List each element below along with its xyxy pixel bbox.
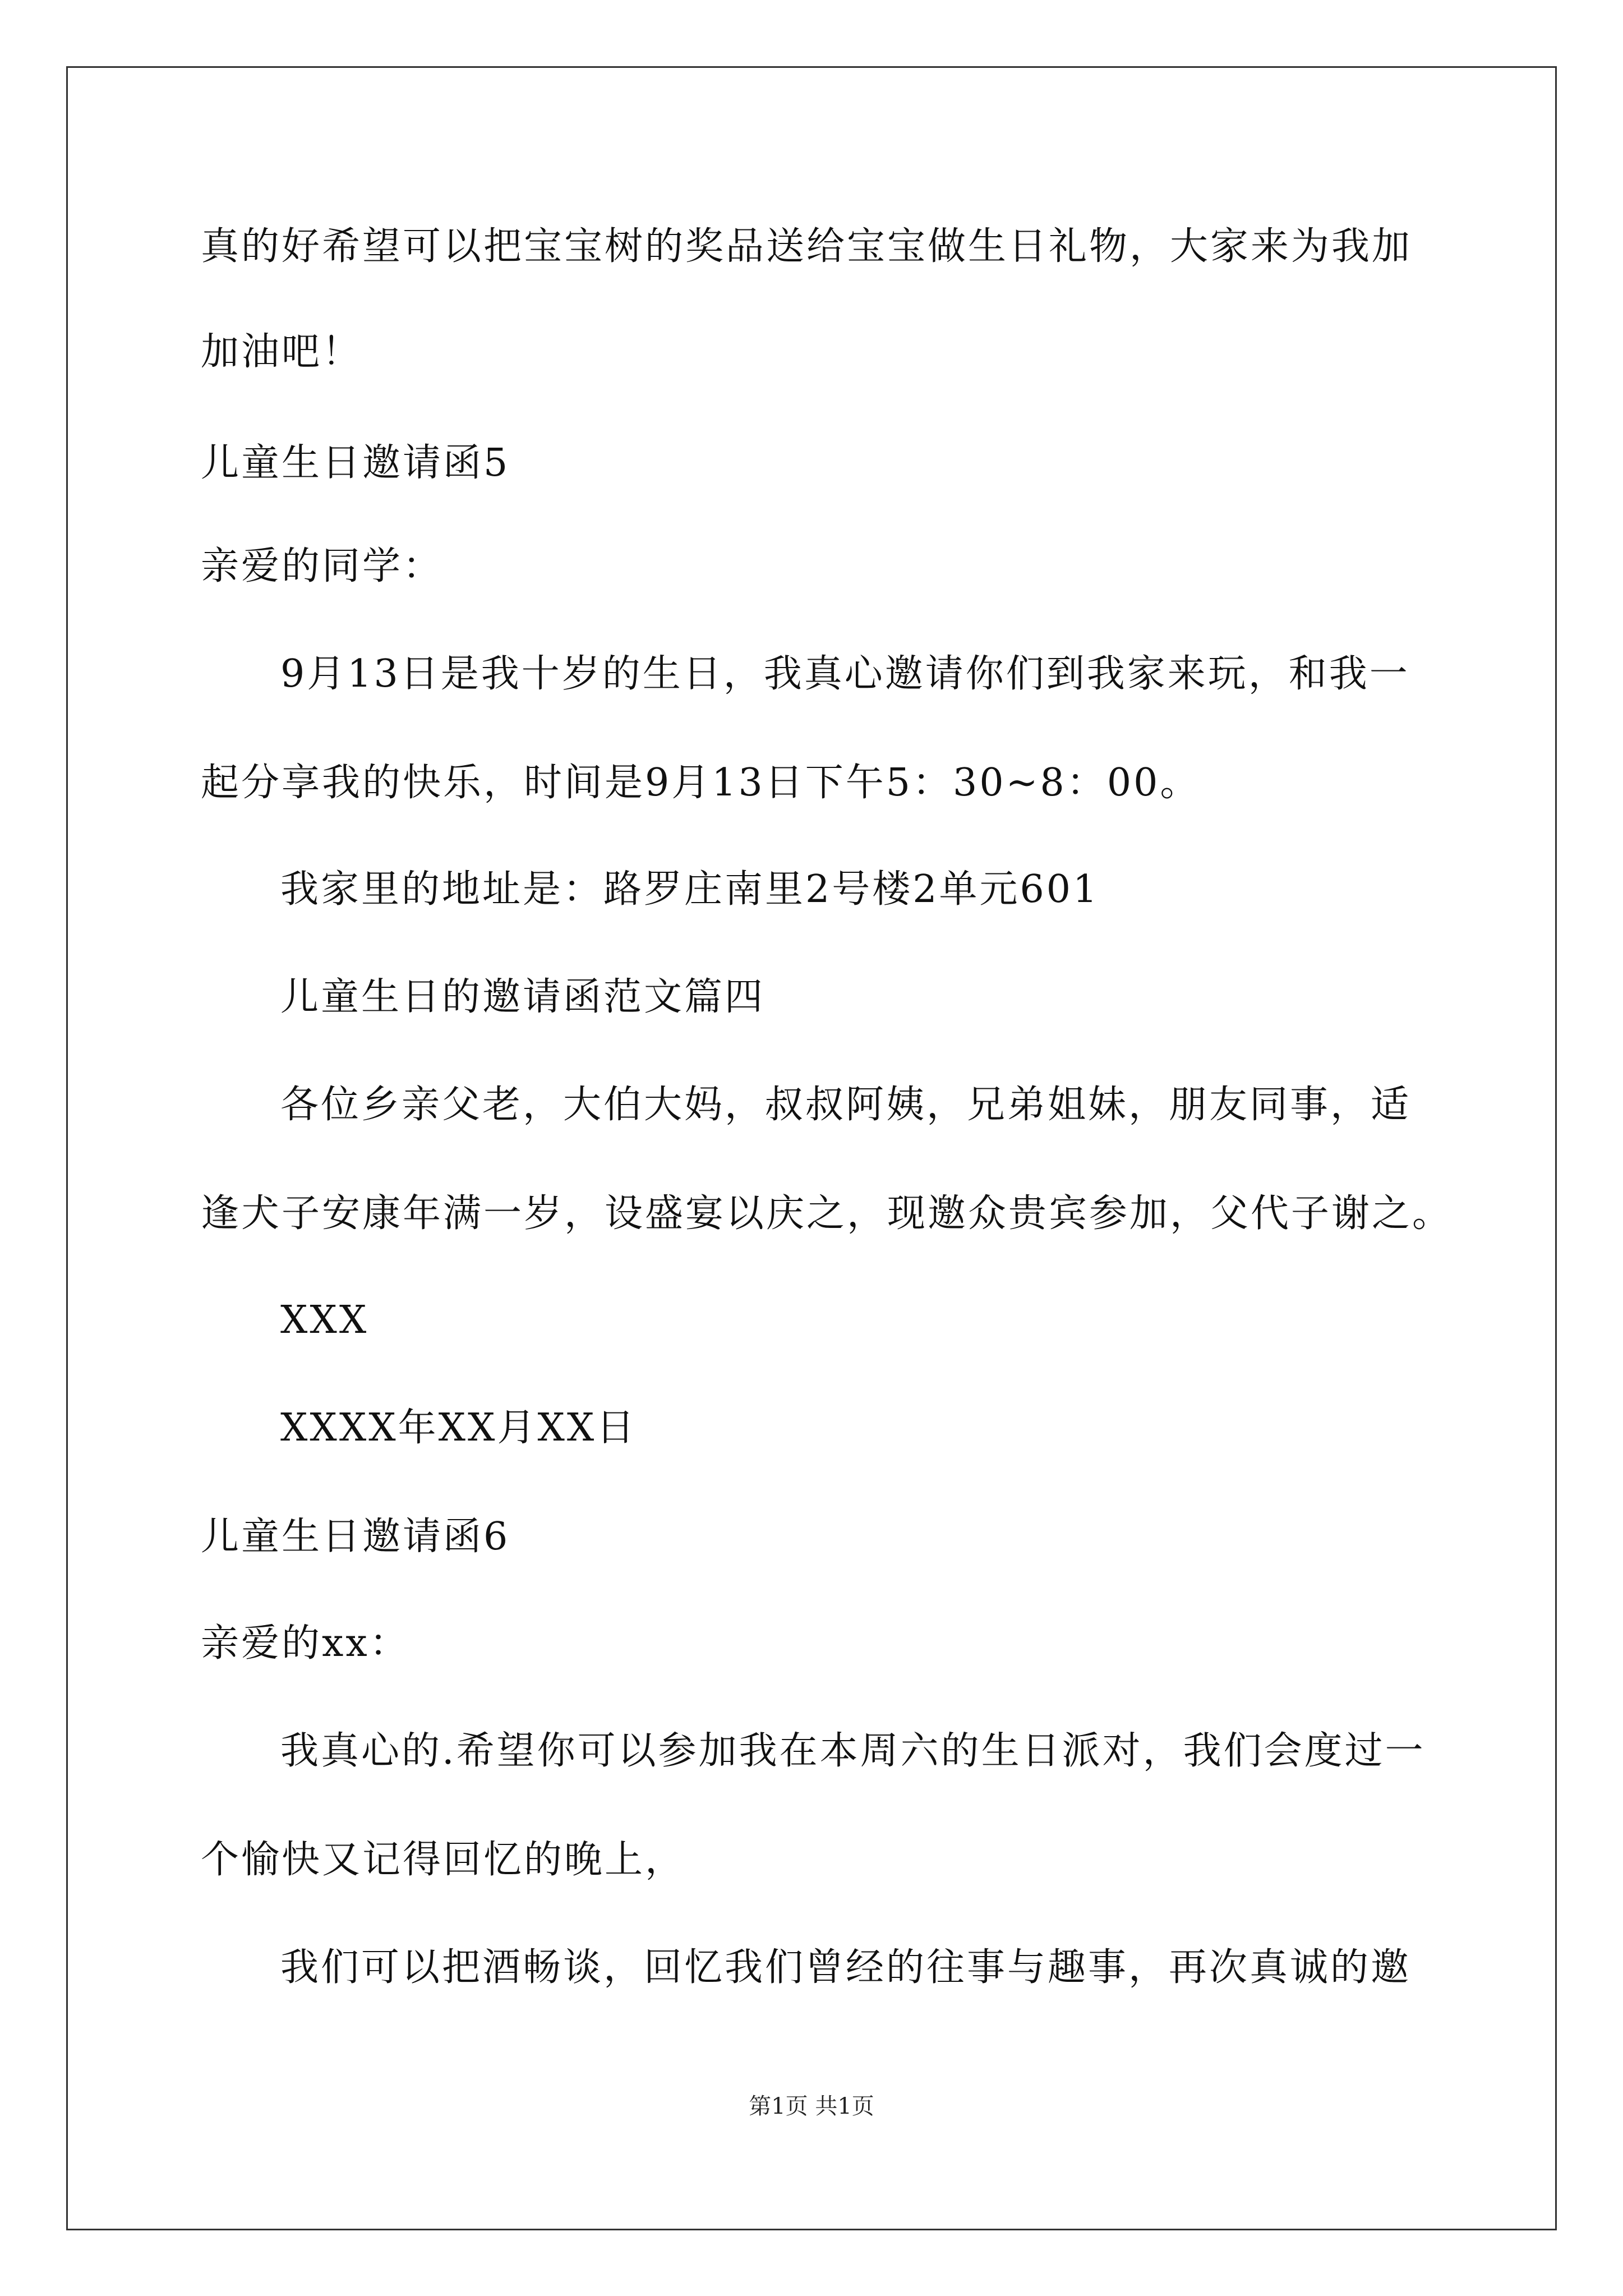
paragraph-line: 9月13日是我十岁的生日，我真心邀请你们到我家来玩，和我一 [280,652,1410,696]
paragraph-line: 我真心的.希望你可以参加我在本周六的生日派对，我们会度过一 [280,1729,1426,1773]
address-line: 我家里的地址是：路罗庄南里2号楼2单元601 [280,867,1100,912]
text-line-1: 真的好希望可以把宝宝树的奖品送给宝宝做生日礼物，大家来为我加 [201,224,1413,269]
signature-line: XXX [280,1298,369,1342]
paragraph-line: 个愉快又记得回忆的晚上， [201,1838,686,1882]
paragraph-line: 我们可以把酒畅谈，回忆我们曾经的往事与趣事，再次真诚的邀 [280,1945,1412,1990]
text-line-2: 加油吧！ [201,330,363,374]
section-heading: 儿童生日的邀请函范文篇四 [280,975,766,1019]
greeting-line: 亲爱的同学： [201,544,444,588]
page-footer: 第1页 共1页 [749,2093,874,2119]
section-heading-6: 儿童生日邀请函6 [201,1515,510,1559]
date-line: XXXX年XX月XX日 [280,1406,637,1450]
greeting-line: 亲爱的xx： [201,1621,410,1665]
page-border [66,66,1557,2230]
section-heading-5: 儿童生日邀请函5 [201,441,510,485]
paragraph-line: 各位乡亲父老，大伯大妈，叔叔阿姨，兄弟姐妹，朋友同事，适 [280,1083,1412,1127]
paragraph-line: 逢犬子安康年满一岁，设盛宴以庆之，现邀众贵宾参加，父代子谢之。 [201,1191,1453,1236]
paragraph-line: 起分享我的快乐，时间是9月13日下午5：30~8：00。 [201,761,1201,805]
